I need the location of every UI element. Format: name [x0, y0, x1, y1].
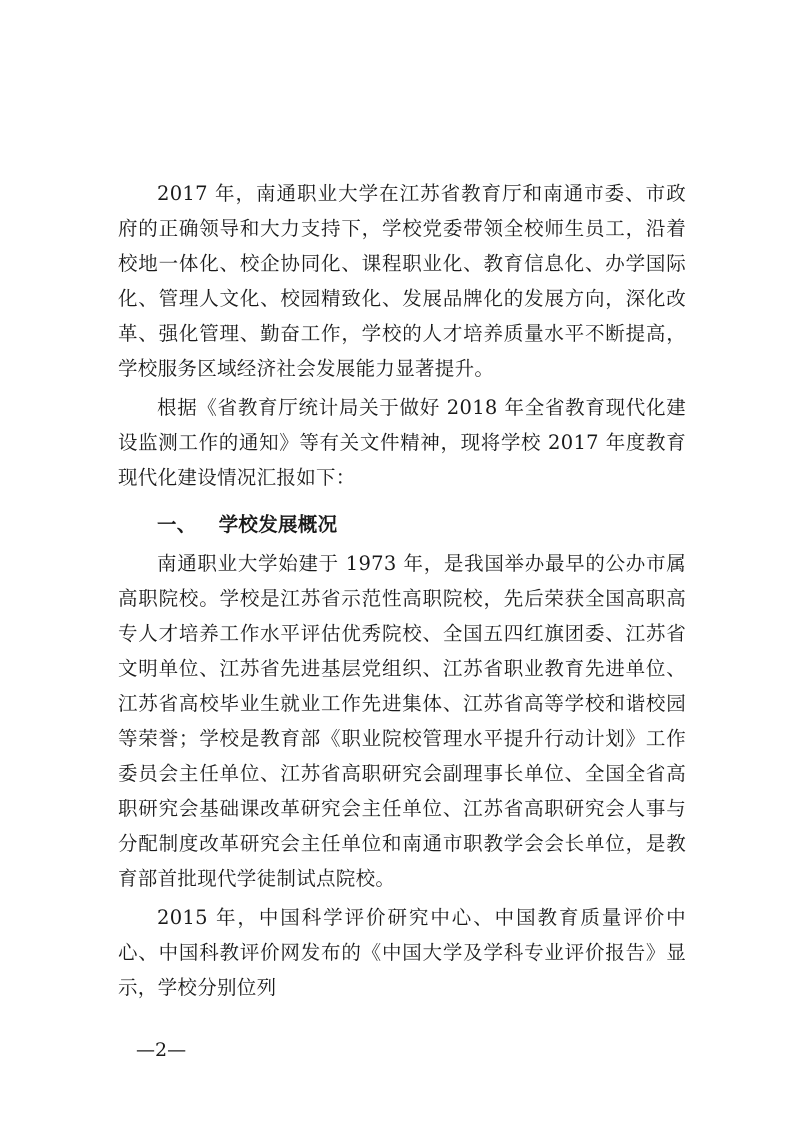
intro-paragraph-2: 根据《省教育厅统计局关于做好 2018 年全省教育现代化建设监测工作的通知》等有关文件精神，现将学校 2017 年度教育现代化建设情况汇报如下： — [118, 396, 686, 489]
page-number: —2— — [136, 1039, 187, 1061]
intro-paragraph-1: 2017 年，南通职业大学在江苏省教育厅和南通市委、市政府的正确领导和大力支持下，学校党委带领全校师生员工，沿着校地一体化、校企协同化、课程职业化、教育信息化、办学国际化、管理人文化、校园精致化、发展品牌化的发展方向，深化改革、强化管理、勤奋工作，学校的人才培养质量水平不断提高，学校服务区域经济社会发展能力显著提升。 — [118, 182, 686, 380]
section1-paragraph-2: 2015 年，中国科学评价研究中心、中国教育质量评价中心、中国科教评价网发布的《中国大学及学科专业评价报告》显示，学校分别位列 — [118, 906, 686, 999]
section-title: 学校发展概况 — [218, 513, 338, 536]
document-body — [118, 176, 686, 1005]
section-number: 一、 — [157, 513, 197, 536]
section1-paragraph-1: 南通职业大学始建于 1973 年，是我国举办最早的公办市属高职院校。学校是江苏省示范性高职院校，先后荣获全国高职高专人才培养工作水平评估优秀院校、全国五四红旗团委、江苏省文明单位、江苏省先进基层党组织、江苏省职业教育先进单位、江苏省高校毕业生就业工作先进集体、江苏省高等学校和谐校园等荣誉；学校是教育部《职业院校管理水平提升行动计划》工作委员会主任单位、江苏省高职研究会副理事长单位、全国全省高职研究会基础课改革研究会主任单位、江苏省高职研究会人事与分配制度改革研究会主任单位和南通市职教学会会长单位，是教育部首批现代学徒制试点院校。 — [118, 552, 686, 890]
section-heading-1 — [118, 507, 686, 542]
